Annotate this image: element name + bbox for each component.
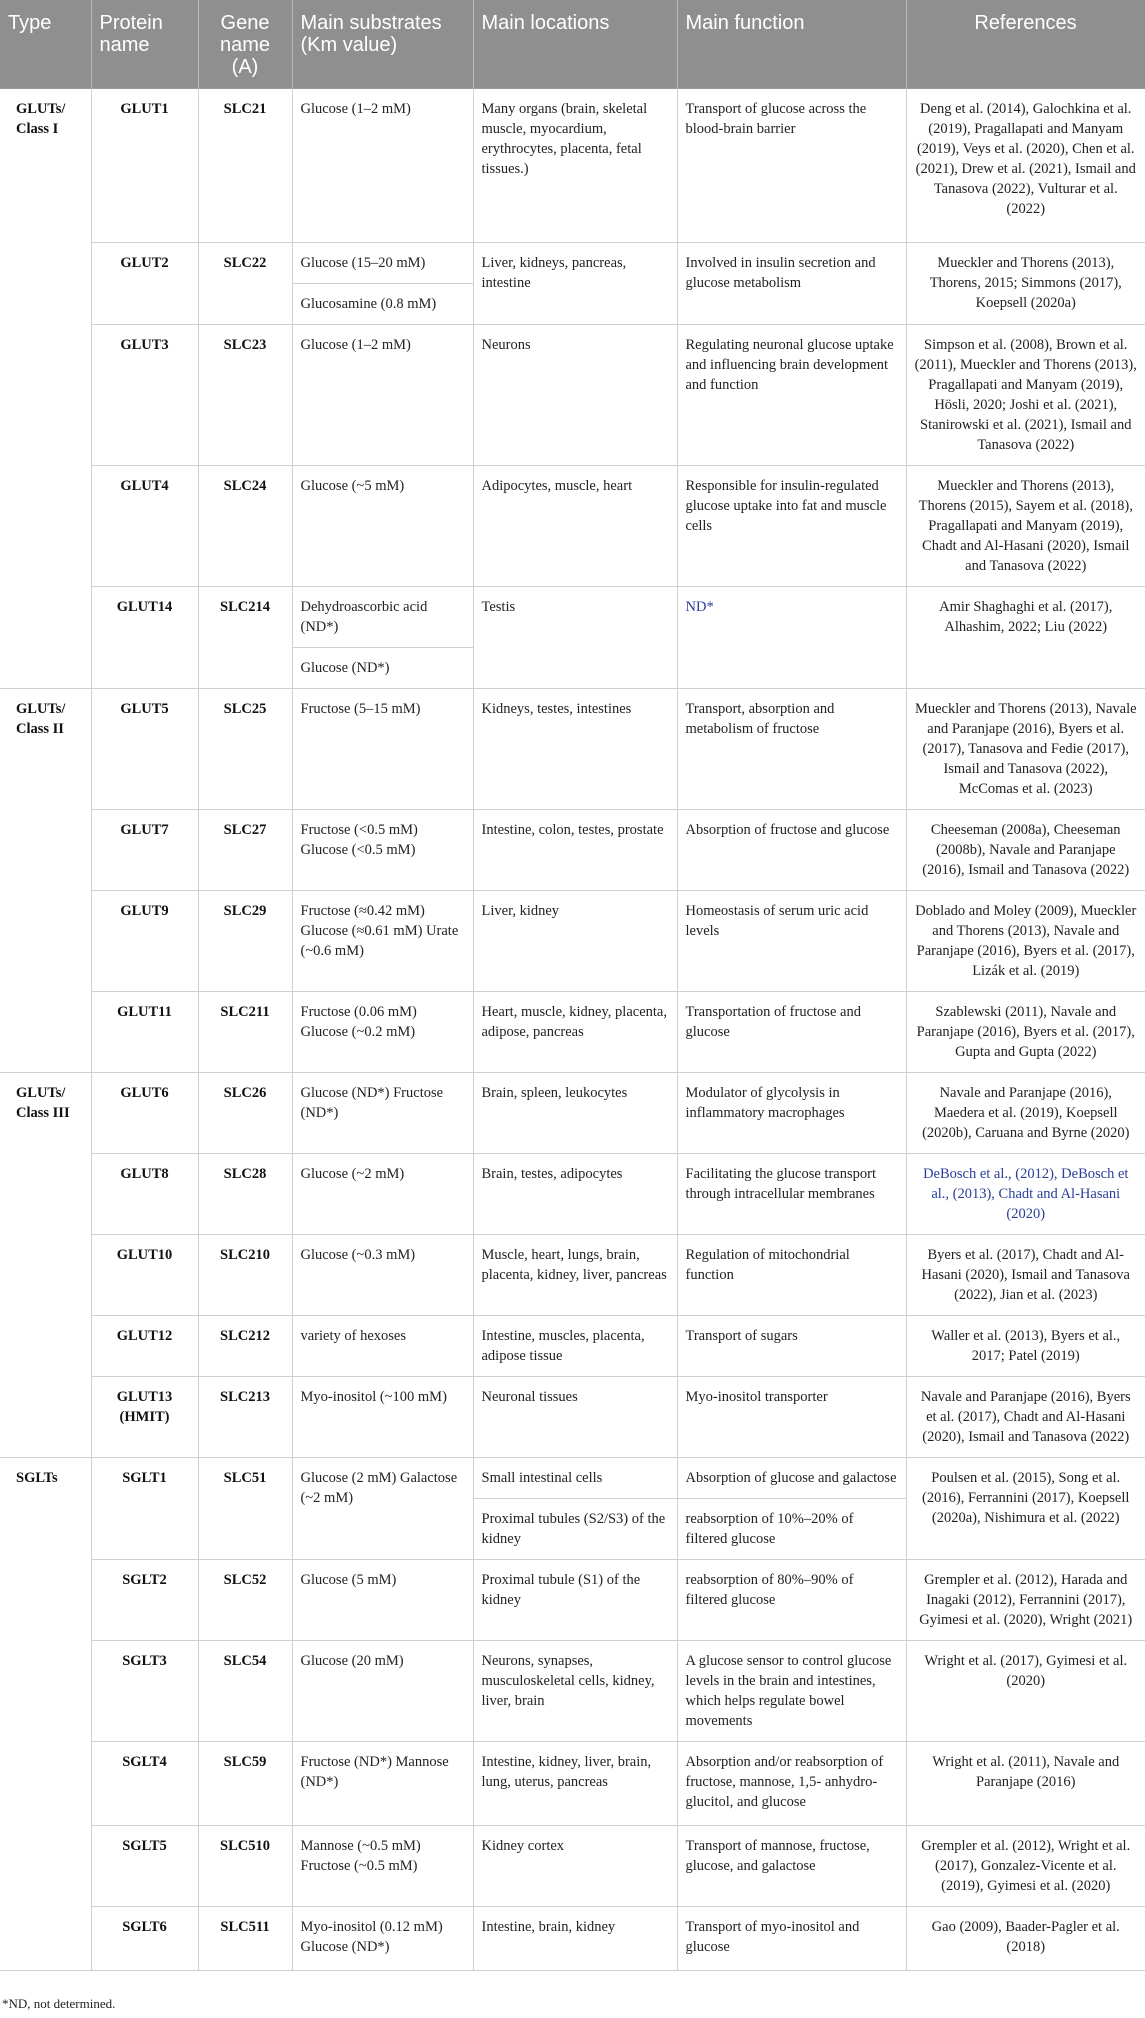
function-cell bbox=[677, 992, 906, 1073]
substrates-cell-part: Fructose (≈0.42 mM) Glucose (≈0.61 mM) Urate (~0.6 mM) bbox=[300, 903, 459, 959]
protein-name-cell: GLUT8 bbox=[91, 1154, 198, 1235]
references-cell: Cheeseman (2008a), Cheeseman (2008b), Navale and Paranjape (2016), Ismail and Tanasova (2022) bbox=[906, 810, 1145, 891]
references-cell: Deng et al. (2014), Galochkina et al. (2019), Pragallapati and Manyam (2019), Veys et al. (2020), Chen et al. (2021), Drew et al. (2021), Ismail and Tanasova (2022), Vulturar et al. (2022) bbox=[906, 89, 1145, 243]
substrates-cell bbox=[292, 1742, 473, 1826]
function-cell-part: Transport of myo-inositol and glucose bbox=[685, 1919, 860, 1955]
protein-name-cell: GLUT5 bbox=[91, 689, 198, 810]
substrates-cell-part: Glucose (~2 mM) bbox=[300, 1166, 405, 1182]
function-cell-part: Facilitating the glucose transport through intracellular membranes bbox=[685, 1166, 876, 1202]
function-cell-part: Absorption and/or reabsorption of fructose, mannose, 1,5- anhydro-glucitol, and glucose bbox=[685, 1754, 884, 1810]
table-row bbox=[0, 1235, 1145, 1316]
protein-name-cell: SGLT2 bbox=[91, 1560, 198, 1641]
locations-cell bbox=[473, 1826, 677, 1907]
table-row bbox=[0, 810, 1145, 891]
protein-name-cell: GLUT3 bbox=[91, 325, 198, 466]
function-cell-part: Transportation of fructose and glucose bbox=[685, 1004, 861, 1040]
function-cell-part: Regulation of mitochondrial function bbox=[685, 1247, 850, 1283]
gene-name-cell: SLC210 bbox=[198, 1235, 292, 1316]
references-cell: Mueckler and Thorens (2013), Thorens (2015), Sayem et al. (2018), Pragallapati and Manyam (2019), Chadt and Al-Hasani (2020), Ismail and Tanasova (2022) bbox=[906, 466, 1145, 587]
locations-cell-part: Many organs (brain, skeletal muscle, myocardium, erythrocytes, placenta, fetal tissues.) bbox=[481, 101, 648, 177]
substrates-cell-part: Glucose (20 mM) bbox=[300, 1653, 404, 1669]
table-row bbox=[0, 1742, 1145, 1826]
locations-cell bbox=[473, 1560, 677, 1641]
function-cell-part: Absorption of glucose and galactose bbox=[685, 1470, 897, 1486]
table-row bbox=[0, 1641, 1145, 1742]
gene-name-cell: SLC212 bbox=[198, 1316, 292, 1377]
protein-name-cell: GLUT4 bbox=[91, 466, 198, 587]
protein-name-cell: GLUT6 bbox=[91, 1073, 198, 1154]
substrates-cell bbox=[292, 89, 473, 243]
gene-name-cell: SLC54 bbox=[198, 1641, 292, 1742]
function-cell-part: Transport of mannose, fructose, glucose, and galactose bbox=[685, 1838, 870, 1874]
locations-cell-part: Small intestinal cells bbox=[481, 1470, 603, 1486]
function-cell bbox=[677, 1154, 906, 1235]
substrates-cell-part: Glucose (5 mM) bbox=[300, 1572, 397, 1588]
table-row bbox=[0, 1316, 1145, 1377]
function-cell bbox=[677, 89, 906, 243]
substrates-cell bbox=[292, 992, 473, 1073]
substrates-cell-part: Fructose (5–15 mM) bbox=[300, 701, 421, 717]
protein-name-cell: GLUT13 (HMIT) bbox=[91, 1377, 198, 1458]
substrates-cell-part: Fructose (ND*) Mannose (ND*) bbox=[300, 1754, 449, 1790]
function-cell bbox=[677, 689, 906, 810]
substrates-cell-part: Myo-inositol (~100 mM) bbox=[300, 1389, 447, 1405]
function-cell-part: Homeostasis of serum uric acid levels bbox=[685, 903, 869, 939]
protein-name-cell: SGLT3 bbox=[91, 1641, 198, 1742]
locations-cell-part: Proximal tubules (S2/S3) of the kidney bbox=[474, 1498, 677, 1559]
gene-name-cell: SLC59 bbox=[198, 1742, 292, 1826]
function-cell bbox=[677, 1377, 906, 1458]
function-cell bbox=[677, 1235, 906, 1316]
substrates-cell-part: Glucose (1–2 mM) bbox=[300, 101, 411, 117]
substrates-cell bbox=[292, 1907, 473, 1971]
locations-cell-part: Adipocytes, muscle, heart bbox=[481, 478, 633, 494]
function-cell bbox=[677, 243, 906, 325]
references-cell: Amir Shaghaghi et al. (2017), Alhashim, 2022; Liu (2022) bbox=[906, 587, 1145, 689]
locations-cell-part: Intestine, muscles, placenta, adipose tissue bbox=[481, 1328, 645, 1364]
protein-name-cell: SGLT1 bbox=[91, 1458, 198, 1560]
substrates-cell bbox=[292, 810, 473, 891]
substrates-cell bbox=[292, 1641, 473, 1742]
gene-name-cell: SLC21 bbox=[198, 89, 292, 243]
gene-name-cell: SLC27 bbox=[198, 810, 292, 891]
substrates-cell-part: Glucose (~5 mM) bbox=[300, 478, 405, 494]
protein-name-cell: GLUT1 bbox=[91, 89, 198, 243]
table-row bbox=[0, 1907, 1145, 1971]
substrates-cell-part: Myo-inositol (0.12 mM) Glucose (ND*) bbox=[300, 1919, 443, 1955]
locations-cell bbox=[473, 1377, 677, 1458]
protein-name-cell: SGLT6 bbox=[91, 1907, 198, 1971]
locations-cell-part: Neurons, synapses, musculoskeletal cells, kidney, liver, brain bbox=[481, 1653, 655, 1709]
table-row bbox=[0, 466, 1145, 587]
function-cell-part: Transport of glucose across the blood-brain barrier bbox=[685, 101, 867, 137]
substrates-cell bbox=[292, 587, 473, 689]
protein-name-cell: GLUT10 bbox=[91, 1235, 198, 1316]
gene-name-cell: SLC22 bbox=[198, 243, 292, 325]
gene-name-cell: SLC26 bbox=[198, 1073, 292, 1154]
substrates-cell bbox=[292, 1235, 473, 1316]
locations-cell-part: Intestine, kidney, liver, brain, lung, uterus, pancreas bbox=[481, 1754, 652, 1790]
locations-cell bbox=[473, 689, 677, 810]
locations-cell bbox=[473, 325, 677, 466]
gene-name-cell: SLC511 bbox=[198, 1907, 292, 1971]
function-cell-part: ND* bbox=[685, 599, 714, 615]
function-cell bbox=[677, 1560, 906, 1641]
function-cell-part: Regulating neuronal glucose uptake and influencing brain development and function bbox=[685, 337, 894, 393]
locations-cell-part: Neurons bbox=[481, 337, 531, 353]
locations-cell-part: Kidney cortex bbox=[481, 1838, 565, 1854]
substrates-cell bbox=[292, 1826, 473, 1907]
references-cell: Navale and Paranjape (2016), Byers et al. (2017), Chadt and Al-Hasani (2020), Ismail and Tanasova (2022) bbox=[906, 1377, 1145, 1458]
gene-name-cell: SLC25 bbox=[198, 689, 292, 810]
footnote: *ND, not determined. bbox=[2, 1996, 116, 2011]
protein-name-cell: GLUT7 bbox=[91, 810, 198, 891]
function-cell bbox=[677, 1907, 906, 1971]
substrates-cell-part: Glucose (15–20 mM) bbox=[300, 255, 426, 271]
function-cell bbox=[677, 1458, 906, 1560]
locations-cell-part: Kidneys, testes, intestines bbox=[481, 701, 632, 717]
substrates-cell-part: Glucose (2 mM) Galactose (~2 mM) bbox=[300, 1470, 458, 1506]
table-row bbox=[0, 1073, 1145, 1154]
table-row bbox=[0, 1458, 1145, 1560]
function-cell bbox=[677, 1742, 906, 1826]
references-cell: Byers et al. (2017), Chadt and Al-Hasani (2020), Ismail and Tanasova (2022), Jian et al. (2023) bbox=[906, 1235, 1145, 1316]
locations-cell bbox=[473, 992, 677, 1073]
locations-cell bbox=[473, 1316, 677, 1377]
gene-name-cell: SLC29 bbox=[198, 891, 292, 992]
function-cell-part: Responsible for insulin-regulated glucose uptake into fat and muscle cells bbox=[685, 478, 887, 534]
header-row bbox=[0, 0, 1145, 89]
locations-cell bbox=[473, 1907, 677, 1971]
protein-name-cell: SGLT4 bbox=[91, 1742, 198, 1826]
references-cell: Poulsen et al. (2015), Song et al. (2016), Ferrannini (2017), Koepsell (2020a), Nishimura et al. (2022) bbox=[906, 1458, 1145, 1560]
locations-cell bbox=[473, 810, 677, 891]
locations-cell bbox=[473, 1073, 677, 1154]
substrates-cell bbox=[292, 466, 473, 587]
substrates-cell-part: Fructose (0.06 mM) Glucose (~0.2 mM) bbox=[300, 1004, 417, 1040]
references-cell: Wright et al. (2011), Navale and Paranjape (2016) bbox=[906, 1742, 1145, 1826]
type-cell: GLUTs/ Class III bbox=[0, 1073, 91, 1458]
substrates-cell bbox=[292, 891, 473, 992]
function-cell-part: Myo-inositol transporter bbox=[685, 1389, 828, 1405]
references-cell: Wright et al. (2017), Gyimesi et al. (2020) bbox=[906, 1641, 1145, 1742]
function-cell bbox=[677, 466, 906, 587]
function-cell-part: Transport of sugars bbox=[685, 1328, 798, 1344]
table-row bbox=[0, 1154, 1145, 1235]
locations-cell bbox=[473, 1235, 677, 1316]
function-cell-part: A glucose sensor to control glucose levels in the brain and intestines, which helps regulate bowel movements bbox=[685, 1653, 892, 1729]
protein-name-cell: SGLT5 bbox=[91, 1826, 198, 1907]
references-cell: Szablewski (2011), Navale and Paranjape (2016), Byers et al. (2017), Gupta and Gupta (2022) bbox=[906, 992, 1145, 1073]
protein-name-cell: GLUT14 bbox=[91, 587, 198, 689]
substrates-cell-part: variety of hexoses bbox=[300, 1328, 406, 1344]
table-row bbox=[0, 1826, 1145, 1907]
references-cell: Mueckler and Thorens (2013), Thorens, 2015; Simmons (2017), Koepsell (2020a) bbox=[906, 243, 1145, 325]
locations-cell bbox=[473, 243, 677, 325]
header-type: Type bbox=[0, 0, 91, 89]
locations-cell-part: Testis bbox=[481, 599, 516, 615]
locations-cell bbox=[473, 466, 677, 587]
table-row bbox=[0, 325, 1145, 466]
substrates-cell bbox=[292, 1560, 473, 1641]
locations-cell bbox=[473, 1742, 677, 1826]
function-cell bbox=[677, 1641, 906, 1742]
substrates-cell bbox=[292, 1377, 473, 1458]
header-function: Main function bbox=[677, 0, 906, 89]
locations-cell-part: Intestine, colon, testes, prostate bbox=[481, 822, 664, 838]
substrates-cell bbox=[292, 1073, 473, 1154]
locations-cell-part: Neuronal tissues bbox=[481, 1389, 578, 1405]
references-cell: Simpson et al. (2008), Brown et al. (2011), Mueckler and Thorens (2013), Pragallapati and Manyam (2019), Hösli, 2020; Joshi et al. (2021), Stanirowski et al. (2021), Ismail and Tanasova (2022) bbox=[906, 325, 1145, 466]
references-cell: Navale and Paranjape (2016), Maedera et al. (2019), Koepsell (2020b), Caruana and Byrne (2020) bbox=[906, 1073, 1145, 1154]
substrates-cell bbox=[292, 1154, 473, 1235]
gene-name-cell: SLC52 bbox=[198, 1560, 292, 1641]
function-cell-part: Involved in insulin secretion and glucose metabolism bbox=[685, 255, 876, 291]
table-row bbox=[0, 689, 1145, 810]
function-cell-part: Modulator of glycolysis in inflammatory macrophages bbox=[685, 1085, 845, 1121]
protein-name-cell: GLUT9 bbox=[91, 891, 198, 992]
header-references: References bbox=[906, 0, 1145, 89]
substrates-cell-part: Dehydroascorbic acid (ND*) bbox=[300, 599, 428, 635]
locations-cell bbox=[473, 89, 677, 243]
header-protein: Protein name bbox=[91, 0, 198, 89]
references-cell: Doblado and Moley (2009), Mueckler and Thorens (2013), Navale and Paranjape (2016), Byers et al. (2017), Lizák et al. (2019) bbox=[906, 891, 1145, 992]
gene-name-cell: SLC23 bbox=[198, 325, 292, 466]
gene-name-cell: SLC51 bbox=[198, 1458, 292, 1560]
gene-name-cell: SLC214 bbox=[198, 587, 292, 689]
gene-name-cell: SLC28 bbox=[198, 1154, 292, 1235]
function-cell bbox=[677, 810, 906, 891]
function-cell-part: reabsorption of 80%–90% of filtered glucose bbox=[685, 1572, 854, 1608]
substrates-cell-part: Mannose (~0.5 mM) Fructose (~0.5 mM) bbox=[300, 1838, 421, 1874]
protein-name-cell: GLUT11 bbox=[91, 992, 198, 1073]
references-cell: Mueckler and Thorens (2013), Navale and Paranjape (2016), Byers et al. (2017), Tanasova and Fedie (2017), Ismail and Tanasova (2022), McComas et al. (2023) bbox=[906, 689, 1145, 810]
references-cell: Waller et al. (2013), Byers et al., 2017; Patel (2019) bbox=[906, 1316, 1145, 1377]
locations-cell bbox=[473, 587, 677, 689]
locations-cell-part: Brain, testes, adipocytes bbox=[481, 1166, 623, 1182]
substrates-cell-part: Glucose (ND*) Fructose (ND*) bbox=[300, 1085, 444, 1121]
locations-cell bbox=[473, 1641, 677, 1742]
locations-cell-part: Brain, spleen, leukocytes bbox=[481, 1085, 628, 1101]
gene-name-cell: SLC510 bbox=[198, 1826, 292, 1907]
locations-cell-part: Heart, muscle, kidney, placenta, adipose, pancreas bbox=[481, 1004, 667, 1040]
substrates-cell-part: Fructose (<0.5 mM) Glucose (<0.5 mM) bbox=[300, 822, 418, 858]
function-cell-part: Absorption of fructose and glucose bbox=[685, 822, 890, 838]
substrates-cell bbox=[292, 243, 473, 325]
references-cell: Grempler et al. (2012), Wright et al. (2017), Gonzalez-Vicente et al. (2019), Gyimesi et al. (2020) bbox=[906, 1826, 1145, 1907]
locations-cell-part: Liver, kidney bbox=[481, 903, 560, 919]
header-gene: Gene name (A) bbox=[198, 0, 292, 89]
function-cell-part: Transport, absorption and metabolism of fructose bbox=[685, 701, 835, 737]
table-row bbox=[0, 891, 1145, 992]
locations-cell-part: Intestine, brain, kidney bbox=[481, 1919, 616, 1935]
locations-cell-part: Muscle, heart, lungs, brain, placenta, kidney, liver, pancreas bbox=[481, 1247, 667, 1283]
header-substrates: Main substrates (Km value) bbox=[292, 0, 473, 89]
function-cell bbox=[677, 587, 906, 689]
table-row bbox=[0, 1560, 1145, 1641]
substrates-cell bbox=[292, 1458, 473, 1560]
substrates-cell bbox=[292, 1316, 473, 1377]
substrates-cell-part: Glucose (~0.3 mM) bbox=[300, 1247, 416, 1263]
type-cell: GLUTs/ Class II bbox=[0, 689, 91, 1073]
table-row bbox=[0, 89, 1145, 243]
function-cell bbox=[677, 891, 906, 992]
gene-name-cell: SLC213 bbox=[198, 1377, 292, 1458]
locations-cell bbox=[473, 1458, 677, 1560]
function-cell bbox=[677, 1826, 906, 1907]
locations-cell bbox=[473, 1154, 677, 1235]
references-cell: Gao (2009), Baader-Pagler et al. (2018) bbox=[906, 1907, 1145, 1971]
substrates-cell bbox=[292, 325, 473, 466]
function-cell bbox=[677, 1073, 906, 1154]
gene-name-cell: SLC24 bbox=[198, 466, 292, 587]
locations-cell-part: Proximal tubule (S1) of the kidney bbox=[481, 1572, 641, 1608]
locations-cell bbox=[473, 891, 677, 992]
function-cell bbox=[677, 325, 906, 466]
table-row bbox=[0, 587, 1145, 689]
header-locations: Main locations bbox=[473, 0, 677, 89]
locations-cell-part: Liver, kidneys, pancreas, intestine bbox=[481, 255, 627, 291]
substrates-cell bbox=[292, 689, 473, 810]
table-row bbox=[0, 992, 1145, 1073]
table-row bbox=[0, 1377, 1145, 1458]
substrates-cell-part: Glucose (1–2 mM) bbox=[300, 337, 411, 353]
function-cell bbox=[677, 1316, 906, 1377]
type-cell: SGLTs bbox=[0, 1458, 91, 1971]
protein-name-cell: GLUT12 bbox=[91, 1316, 198, 1377]
protein-name-cell: GLUT2 bbox=[91, 243, 198, 325]
gene-name-cell: SLC211 bbox=[198, 992, 292, 1073]
references-cell: Grempler et al. (2012), Harada and Inagaki (2012), Ferrannini (2017), Gyimesi et al. (2020), Wright (2021) bbox=[906, 1560, 1145, 1641]
type-cell: GLUTs/ Class I bbox=[0, 89, 91, 689]
references-cell: DeBosch et al., (2012), DeBosch et al., (2013), Chadt and Al-Hasani (2020) bbox=[906, 1154, 1145, 1235]
function-cell-part: reabsorption of 10%–20% of filtered glucose bbox=[678, 1498, 906, 1559]
table-row bbox=[0, 243, 1145, 325]
substrates-cell-part: Glucosamine (0.8 mM) bbox=[293, 283, 473, 324]
substrates-cell-part: Glucose (ND*) bbox=[293, 647, 473, 688]
